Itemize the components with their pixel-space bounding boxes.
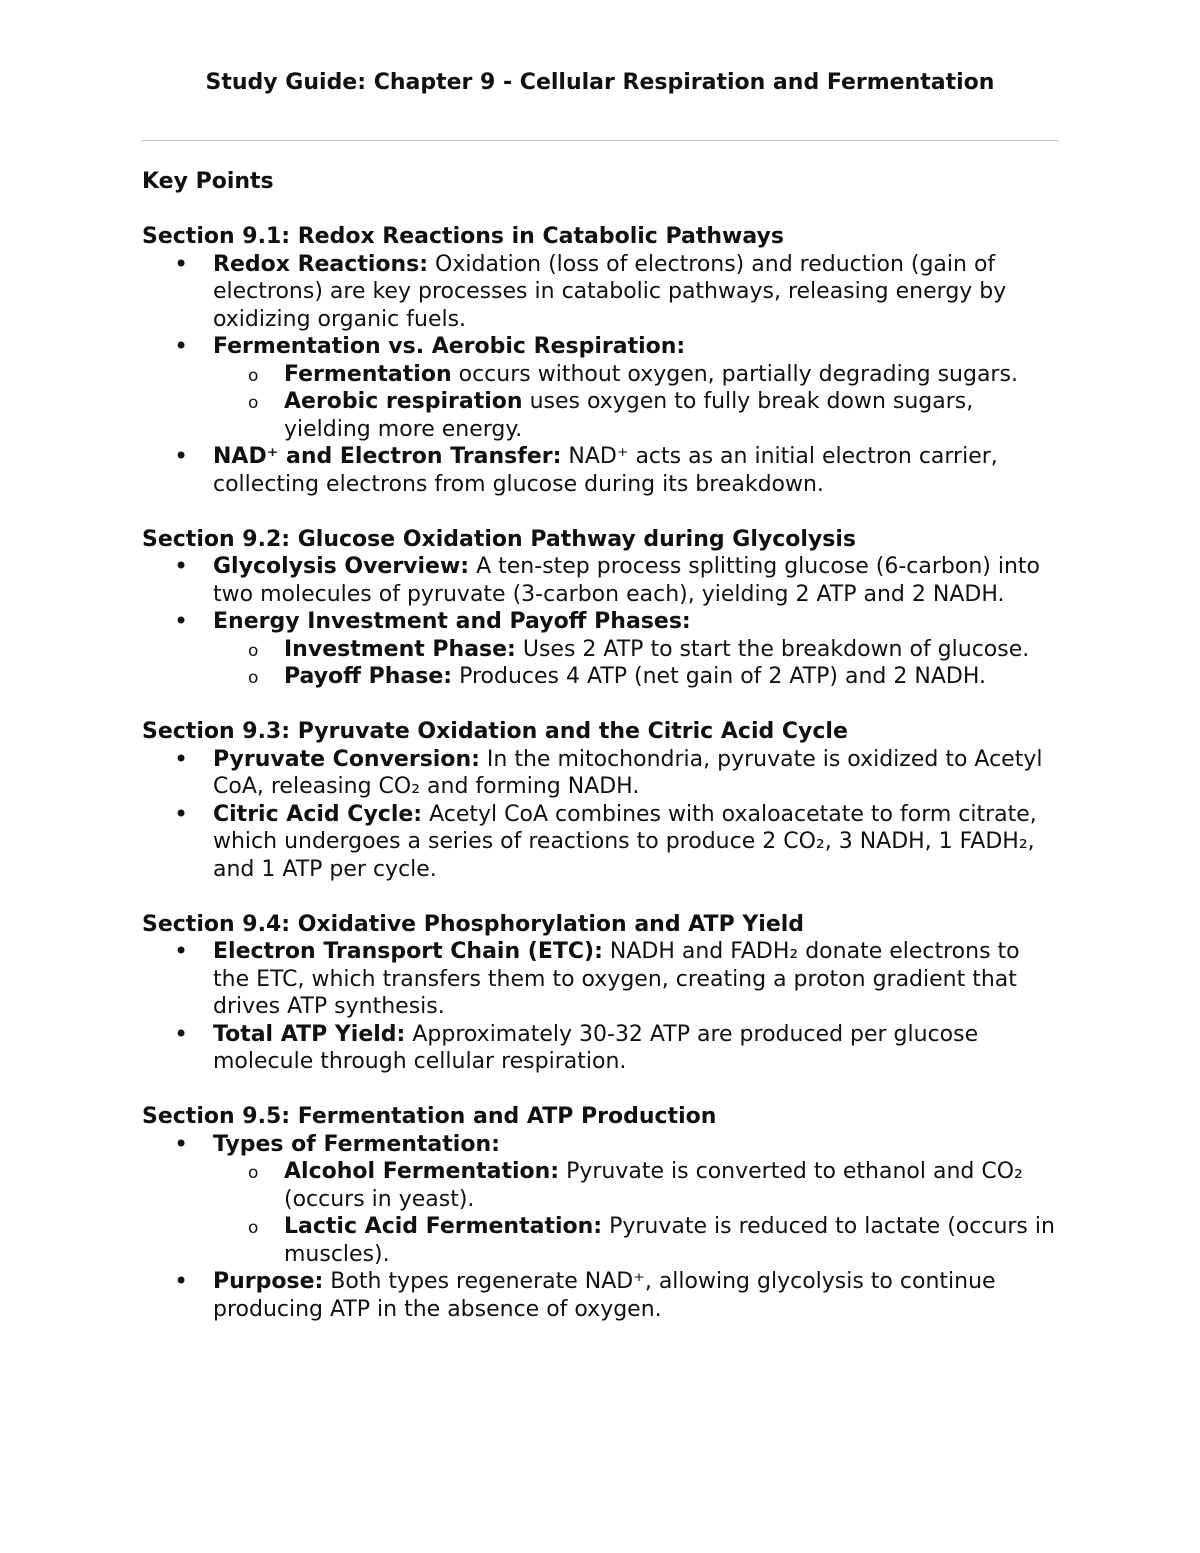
bullet-term: Energy Investment and Payoff Phases:: [213, 609, 691, 634]
section-heading: Section 9.4: Oxidative Phosphorylation and ATP Yield: [142, 911, 805, 937]
bullet-item: [142, 938, 1062, 1021]
bullet-text: Approximately 30-32 ATP are produced per glucose molecule through cellular respiration.: [213, 1021, 979, 1074]
bullet-term: Types of Fermentation:: [213, 1131, 500, 1157]
circle-bullet-icon: o: [248, 365, 259, 386]
circle-bullet-icon: o: [248, 1163, 259, 1183]
sub-bullet-list: [213, 1158, 1062, 1268]
bullet-item: [142, 1021, 1062, 1076]
sub-bullet-item: [213, 388, 1062, 443]
bullet-list: [142, 553, 1062, 691]
sub-bullet-term: Lactic Acid Fermentation:: [284, 1214, 603, 1239]
circle-bullet-icon: o: [248, 393, 259, 413]
title-divider: [142, 140, 1058, 141]
key-points-heading: Key Points: [142, 169, 274, 194]
section-heading: Section 9.2: Glucose Oxidation Pathway during Glycolysis: [142, 526, 856, 552]
sub-bullet-text: Produces 4 ATP (net gain of 2 ATP) and 2 NADH.: [452, 664, 986, 689]
sub-bullet-term: Investment Phase:: [284, 636, 516, 662]
bullet-text: A ten-step process splitting glucose (6-carbon) into two molecules of pyruvate (3-carbon each), yielding 2 ATP and 2 NADH.: [213, 554, 1041, 607]
bullet-icon: •: [174, 1019, 189, 1048]
section: [142, 526, 1062, 691]
bullet-text: Oxidation (loss of electrons) and reduction (gain of electrons) are key processes in catabolic pathways, releasing energy by oxidizing organic fuels.: [213, 251, 1007, 332]
sub-bullet-term: Fermentation: [284, 361, 452, 387]
sub-bullet-term: Aerobic respiration: [284, 389, 523, 414]
circle-bullet-icon: o: [248, 668, 259, 688]
sections-container: [142, 223, 1062, 1323]
section-heading: Section 9.5: Fermentation and ATP Production: [142, 1104, 717, 1129]
bullet-term: Citric Acid Cycle:: [213, 801, 423, 827]
bullet-item: [142, 443, 1062, 498]
sub-bullet-list: [213, 361, 1062, 444]
bullet-item: [142, 333, 1062, 443]
bullet-term: Fermentation vs. Aerobic Respiration:: [213, 334, 686, 359]
section: [142, 718, 1062, 883]
bullet-term: Glycolysis Overview:: [213, 554, 470, 579]
sub-bullet-item: [213, 1158, 1062, 1213]
bullet-icon: •: [174, 1267, 189, 1295]
section: [142, 223, 1062, 498]
sub-bullet-item: [213, 663, 1062, 691]
bullet-icon: •: [174, 937, 189, 965]
bullet-term: Electron Transport Chain (ETC):: [213, 939, 603, 964]
bullet-list: [142, 746, 1062, 884]
bullet-list: [142, 938, 1062, 1076]
bullet-item: [142, 251, 1062, 334]
sub-bullet-item: [213, 1213, 1062, 1268]
bullet-term: Redox Reactions:: [213, 251, 429, 277]
bullet-term: Pyruvate Conversion:: [213, 746, 480, 772]
section-heading: Section 9.1: Redox Reactions in Catabolic Pathways: [142, 224, 784, 249]
bullet-icon: •: [174, 249, 189, 278]
bullet-icon: •: [174, 552, 189, 580]
sub-bullet-item: [213, 361, 1062, 389]
bullet-icon: •: [174, 1129, 189, 1158]
bullet-item: [142, 1268, 1062, 1323]
sub-bullet-text: uses oxygen to fully break down sugars, yielding more energy.: [284, 389, 974, 442]
document-title: Study Guide: Chapter 9 - Cellular Respiration and Fermentation: [205, 70, 995, 95]
sub-bullet-term: Alcohol Fermentation:: [284, 1159, 560, 1184]
sub-bullet-text: Uses 2 ATP to start the breakdown of glucose.: [515, 636, 1030, 662]
sub-bullet-item: [213, 636, 1062, 664]
bullet-text: NADH and FADH₂ donate electrons to the ETC, which transfers them to oxygen, creating a proton gradient that drives ATP synthesis.: [213, 939, 1020, 1019]
sub-bullet-term: Payoff Phase:: [284, 664, 453, 689]
bullet-item: [142, 801, 1062, 884]
bullet-text: Acetyl CoA combines with oxaloacetate to form citrate, which undergoes a series of reactions to produce 2 CO₂, 3 NADH, 1 FADH₂, and 1 ATP per cycle.: [213, 801, 1037, 882]
bullet-icon: •: [174, 799, 189, 828]
sub-bullet-text: occurs without oxygen, partially degrading sugars.: [451, 361, 1018, 387]
bullet-text: In the mitochondria, pyruvate is oxidized to Acetyl CoA, releasing CO₂ and forming NADH.: [213, 746, 1043, 799]
bullet-text: NAD⁺ acts as an initial electron carrier, collecting electrons from glucose during its breakdown.: [213, 444, 998, 497]
bullet-item: [142, 608, 1062, 691]
document-body: [142, 168, 1062, 1351]
bullet-icon: •: [174, 332, 189, 360]
section: [142, 911, 1062, 1076]
bullet-icon: •: [174, 744, 189, 773]
bullet-icon: •: [174, 442, 189, 470]
bullet-term: NAD⁺ and Electron Transfer:: [213, 444, 562, 469]
bullet-text: Both types regenerate NAD⁺, allowing glycolysis to continue producing ATP in the absence of oxygen.: [213, 1269, 996, 1322]
sub-bullet-text: Pyruvate is converted to ethanol and CO₂ (occurs in yeast).: [284, 1159, 1023, 1212]
section-heading: Section 9.3: Pyruvate Oxidation and the Citric Acid Cycle: [142, 719, 848, 744]
bullet-item: [142, 746, 1062, 801]
circle-bullet-icon: o: [248, 640, 259, 661]
bullet-term: Purpose:: [213, 1269, 324, 1294]
sub-bullet-text: Pyruvate is reduced to lactate (occurs in muscles).: [284, 1214, 1055, 1267]
bullet-item: [142, 553, 1062, 608]
bullet-icon: •: [174, 607, 189, 635]
bullet-item: [142, 1131, 1062, 1269]
section: [142, 1103, 1062, 1323]
sub-bullet-list: [213, 636, 1062, 691]
bullet-list: [142, 1131, 1062, 1324]
circle-bullet-icon: o: [248, 1218, 259, 1238]
bullet-term: Total ATP Yield:: [213, 1021, 406, 1047]
bullet-list: [142, 251, 1062, 499]
